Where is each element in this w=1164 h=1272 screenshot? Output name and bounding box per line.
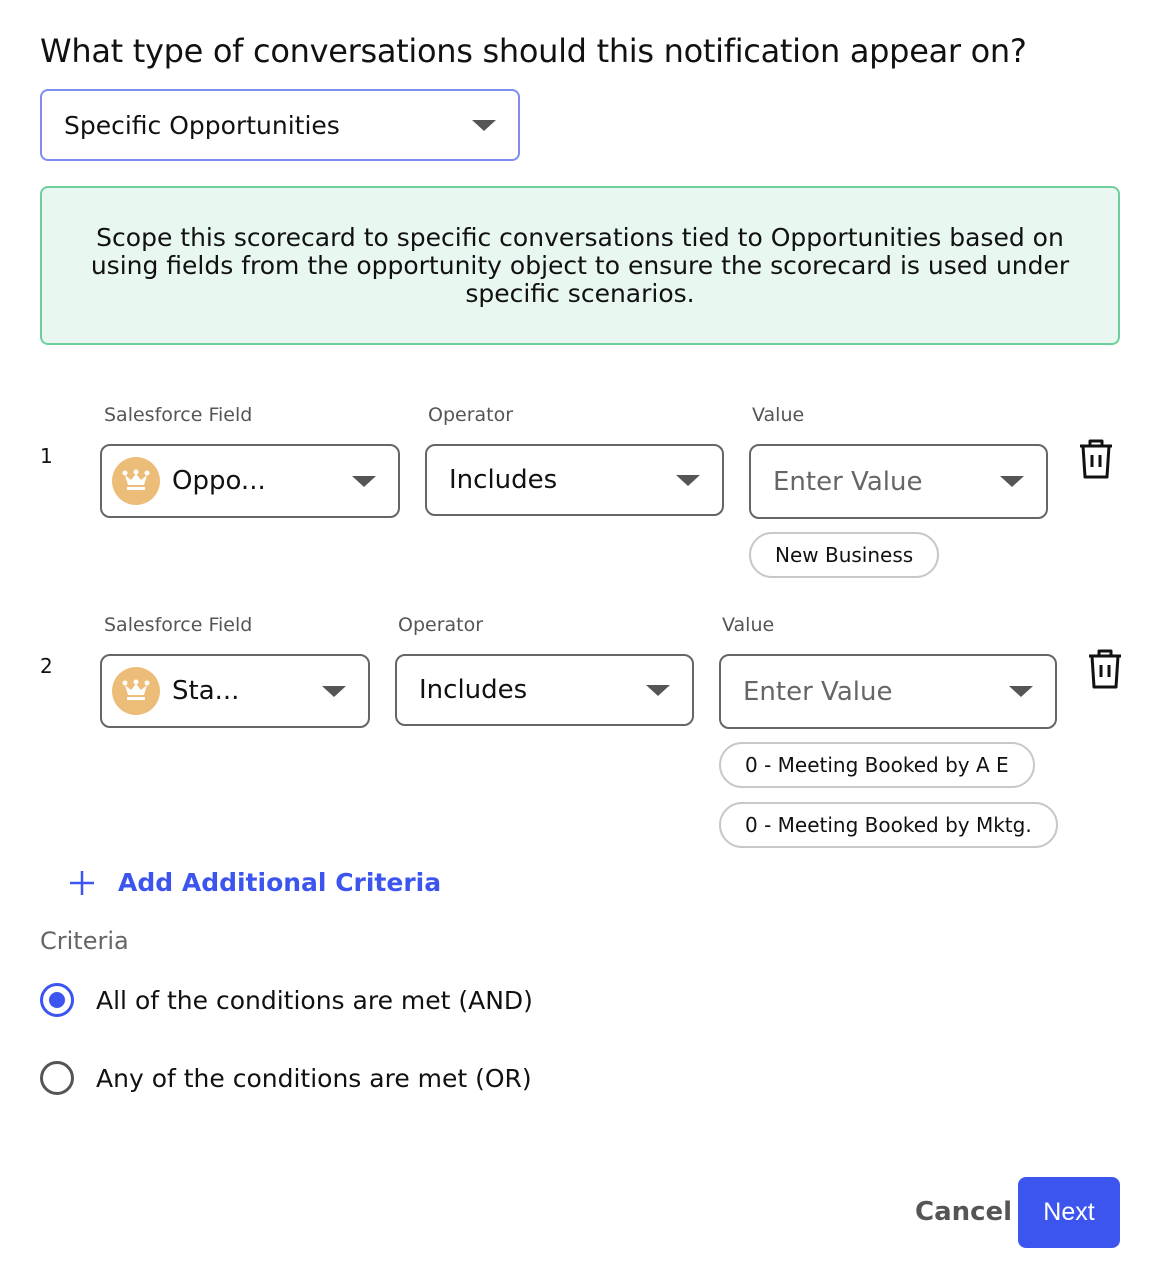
radio-label: All of the conditions are met (AND) (96, 985, 533, 1015)
value-label: Value (722, 614, 775, 636)
field-label: Salesforce Field (104, 614, 253, 636)
operator-label: Operator (428, 404, 514, 426)
salesforce-field-select[interactable] (100, 444, 400, 518)
radio-unselected[interactable] (40, 1061, 74, 1095)
add-criteria-label: Add Additional Criteria (118, 868, 442, 897)
value-label: Value (752, 404, 805, 426)
trash-icon[interactable] (1085, 647, 1125, 691)
chevron-down-icon (352, 476, 376, 487)
chip-label: 0 - Meeting Booked by A E (745, 753, 1009, 777)
field-value: Sta... (172, 676, 240, 706)
operator-select[interactable] (425, 444, 724, 516)
value-input[interactable] (719, 654, 1057, 729)
operator-label: Operator (398, 614, 484, 636)
chip-label: 0 - Meeting Booked by Mktg. (745, 813, 1032, 837)
field-label: Salesforce Field (104, 404, 253, 426)
criteria-option-or[interactable] (40, 1061, 532, 1095)
value-chip[interactable] (719, 802, 1058, 848)
page-title: What type of conversations should this notification appear on? (40, 32, 1027, 70)
crown-icon (112, 457, 160, 505)
radio-selected[interactable] (40, 983, 74, 1017)
row-number: 1 (40, 444, 53, 468)
row-number: 2 (40, 654, 53, 678)
salesforce-field-select[interactable] (100, 654, 370, 728)
operator-value: Includes (449, 465, 558, 495)
criteria-option-and[interactable] (40, 983, 533, 1017)
trash-icon[interactable] (1076, 437, 1116, 481)
crown-icon (112, 667, 160, 715)
info-banner (40, 186, 1120, 345)
radio-label: Any of the conditions are met (OR) (96, 1063, 532, 1093)
conversation-type-value: Specific Opportunities (64, 110, 340, 140)
value-placeholder: Enter Value (743, 676, 893, 707)
value-chip[interactable] (719, 742, 1035, 788)
operator-select[interactable] (395, 654, 694, 726)
conversation-type-dropdown[interactable] (40, 89, 520, 161)
chevron-down-icon (1000, 476, 1024, 487)
plus-icon (68, 869, 96, 897)
cancel-button[interactable]: Cancel (915, 1197, 1013, 1227)
criteria-label: Criteria (40, 927, 129, 955)
operator-value: Includes (419, 675, 528, 705)
chevron-down-icon (472, 120, 496, 131)
chevron-down-icon (1009, 686, 1033, 697)
chip-label: New Business (775, 543, 914, 567)
chevron-down-icon (322, 686, 346, 697)
add-criteria-button[interactable] (68, 868, 441, 897)
field-value: Oppo... (172, 466, 266, 496)
value-placeholder: Enter Value (773, 466, 923, 497)
value-input[interactable] (749, 444, 1048, 519)
next-button[interactable]: Next (1018, 1177, 1120, 1248)
value-chip[interactable] (749, 532, 939, 578)
chevron-down-icon (676, 475, 700, 486)
info-text: Scope this scorecard to specific conversations tied to Opportunities based on using fields from the opportunity object to ensure the scorecard is used under specific scenarios. (90, 222, 1070, 308)
chevron-down-icon (646, 685, 670, 696)
